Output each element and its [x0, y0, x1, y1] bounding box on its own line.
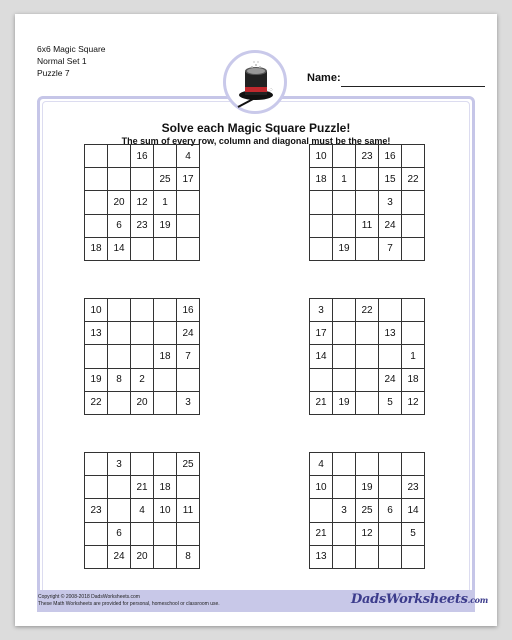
empty-cell[interactable] — [402, 545, 425, 568]
grid-row — [85, 522, 200, 545]
given-cell: 11 — [356, 214, 379, 237]
grid-row — [310, 476, 425, 499]
empty-cell[interactable] — [402, 322, 425, 345]
empty-cell[interactable] — [85, 214, 108, 237]
given-cell: 14 — [108, 237, 131, 260]
given-cell: 17 — [177, 168, 200, 191]
empty-cell[interactable] — [333, 545, 356, 568]
given-cell: 23 — [356, 145, 379, 168]
grid-row — [310, 145, 425, 168]
given-cell: 18 — [402, 368, 425, 391]
grid-row — [310, 191, 425, 214]
empty-cell[interactable] — [108, 299, 131, 322]
given-cell: 21 — [131, 476, 154, 499]
given-cell: 1 — [154, 191, 177, 214]
given-cell: 5 — [379, 391, 402, 414]
site-logo — [351, 592, 488, 607]
given-cell: 19 — [85, 368, 108, 391]
empty-cell[interactable] — [154, 368, 177, 391]
name-label: Name: — [307, 72, 341, 84]
usage-line: These Math Worksheets are provided for personal, homeschool or classroom use. — [38, 601, 220, 607]
grid-row — [310, 299, 425, 322]
grid-row — [85, 322, 200, 345]
given-cell: 3 — [379, 191, 402, 214]
given-cell: 23 — [85, 499, 108, 522]
given-cell: 21 — [310, 522, 333, 545]
worksheet-page — [15, 14, 497, 626]
logo-suffix: .com — [467, 595, 488, 605]
empty-cell[interactable] — [310, 214, 333, 237]
magic-top-hat-icon — [236, 59, 276, 109]
empty-cell[interactable] — [85, 522, 108, 545]
given-cell: 12 — [356, 522, 379, 545]
empty-cell[interactable] — [177, 368, 200, 391]
given-cell: 16 — [131, 145, 154, 168]
emblem — [223, 50, 287, 114]
empty-cell[interactable] — [108, 168, 131, 191]
grid-row — [85, 453, 200, 476]
empty-cell[interactable] — [154, 545, 177, 568]
empty-cell[interactable] — [177, 191, 200, 214]
given-cell: 24 — [177, 322, 200, 345]
given-cell: 20 — [131, 545, 154, 568]
grid-row — [85, 345, 200, 368]
given-cell: 7 — [177, 345, 200, 368]
given-cell: 3 — [310, 299, 333, 322]
given-cell: 20 — [108, 191, 131, 214]
empty-cell[interactable] — [131, 299, 154, 322]
given-cell: 19 — [333, 237, 356, 260]
empty-cell[interactable] — [402, 214, 425, 237]
empty-cell[interactable] — [108, 499, 131, 522]
given-cell: 1 — [333, 168, 356, 191]
grid-row — [310, 214, 425, 237]
empty-cell[interactable] — [131, 522, 154, 545]
empty-cell[interactable] — [356, 345, 379, 368]
given-cell: 1 — [402, 345, 425, 368]
grid-row — [310, 237, 425, 260]
given-cell: 8 — [177, 545, 200, 568]
empty-cell[interactable] — [154, 522, 177, 545]
grid-row — [85, 145, 200, 168]
grid-row — [310, 522, 425, 545]
empty-cell[interactable] — [131, 168, 154, 191]
given-cell: 3 — [177, 391, 200, 414]
empty-cell[interactable] — [85, 545, 108, 568]
empty-cell[interactable] — [131, 345, 154, 368]
given-cell: 19 — [333, 391, 356, 414]
grid-row — [85, 191, 200, 214]
empty-cell[interactable] — [85, 191, 108, 214]
given-cell: 14 — [402, 499, 425, 522]
grid-row — [85, 391, 200, 414]
grid-row — [85, 499, 200, 522]
instructions-subtitle: The sum of every row, column and diagonal must be the same! — [121, 136, 391, 146]
given-cell: 18 — [154, 476, 177, 499]
empty-cell[interactable] — [333, 214, 356, 237]
instructions-title: Solve each Magic Square Puzzle! — [161, 121, 351, 135]
empty-cell[interactable] — [356, 391, 379, 414]
grid-row — [310, 545, 425, 568]
empty-cell[interactable] — [402, 299, 425, 322]
empty-cell[interactable] — [177, 237, 200, 260]
given-cell: 19 — [154, 214, 177, 237]
empty-cell[interactable] — [356, 368, 379, 391]
empty-cell[interactable] — [85, 145, 108, 168]
empty-cell[interactable] — [154, 237, 177, 260]
given-cell: 24 — [379, 214, 402, 237]
grid-row — [85, 368, 200, 391]
given-cell: 4 — [131, 499, 154, 522]
empty-cell[interactable] — [356, 168, 379, 191]
empty-cell[interactable] — [402, 145, 425, 168]
empty-cell[interactable] — [402, 453, 425, 476]
given-cell: 23 — [131, 214, 154, 237]
logo-main: DadsWorksheets — [351, 592, 468, 607]
empty-cell[interactable] — [333, 322, 356, 345]
empty-cell[interactable] — [310, 499, 333, 522]
empty-cell[interactable] — [379, 299, 402, 322]
empty-cell[interactable] — [333, 345, 356, 368]
given-cell: 15 — [379, 168, 402, 191]
grid-row — [310, 453, 425, 476]
given-cell: 2 — [131, 368, 154, 391]
given-cell: 10 — [310, 145, 333, 168]
empty-cell[interactable] — [379, 522, 402, 545]
empty-cell[interactable] — [333, 368, 356, 391]
given-cell: 7 — [379, 237, 402, 260]
empty-cell[interactable] — [85, 168, 108, 191]
empty-cell[interactable] — [333, 476, 356, 499]
given-cell: 4 — [177, 145, 200, 168]
empty-cell[interactable] — [177, 476, 200, 499]
empty-cell[interactable] — [154, 453, 177, 476]
empty-cell[interactable] — [131, 237, 154, 260]
given-cell: 6 — [108, 522, 131, 545]
empty-cell[interactable] — [85, 345, 108, 368]
empty-cell[interactable] — [402, 191, 425, 214]
empty-cell[interactable] — [379, 545, 402, 568]
given-cell: 19 — [356, 476, 379, 499]
grid-row — [310, 391, 425, 414]
empty-cell[interactable] — [379, 476, 402, 499]
given-cell: 4 — [310, 453, 333, 476]
worksheet-type: 6x6 Magic Square — [37, 44, 106, 54]
empty-cell[interactable] — [131, 322, 154, 345]
given-cell: 6 — [108, 214, 131, 237]
empty-cell[interactable] — [356, 237, 379, 260]
given-cell: 8 — [108, 368, 131, 391]
empty-cell[interactable] — [333, 299, 356, 322]
given-cell: 10 — [310, 476, 333, 499]
grid-row — [85, 237, 200, 260]
empty-cell[interactable] — [108, 322, 131, 345]
magic-square-2 — [309, 144, 425, 261]
given-cell: 6 — [379, 499, 402, 522]
empty-cell[interactable] — [402, 237, 425, 260]
empty-cell[interactable] — [356, 191, 379, 214]
empty-cell[interactable] — [154, 322, 177, 345]
empty-cell[interactable] — [356, 453, 379, 476]
empty-cell[interactable] — [356, 322, 379, 345]
worksheet-puzzle-number: Puzzle 7 — [37, 68, 70, 78]
given-cell: 12 — [402, 391, 425, 414]
given-cell: 14 — [310, 345, 333, 368]
empty-cell[interactable] — [85, 476, 108, 499]
empty-cell[interactable] — [108, 476, 131, 499]
empty-cell[interactable] — [310, 237, 333, 260]
empty-cell[interactable] — [131, 453, 154, 476]
grid-row — [310, 368, 425, 391]
empty-cell[interactable] — [177, 522, 200, 545]
given-cell: 13 — [85, 322, 108, 345]
empty-cell[interactable] — [379, 345, 402, 368]
worksheet-meta — [37, 43, 106, 79]
given-cell: 25 — [154, 168, 177, 191]
empty-cell[interactable] — [154, 299, 177, 322]
magic-square-1 — [84, 144, 200, 261]
grid-row — [310, 322, 425, 345]
given-cell: 13 — [379, 322, 402, 345]
given-cell: 22 — [356, 299, 379, 322]
given-cell: 25 — [177, 453, 200, 476]
empty-cell[interactable] — [356, 545, 379, 568]
empty-cell[interactable] — [310, 191, 333, 214]
given-cell: 22 — [85, 391, 108, 414]
magic-square-5 — [84, 452, 200, 569]
given-cell: 16 — [177, 299, 200, 322]
grid-row — [85, 476, 200, 499]
given-cell: 22 — [402, 168, 425, 191]
empty-cell[interactable] — [333, 453, 356, 476]
grid-row — [85, 214, 200, 237]
given-cell: 13 — [310, 545, 333, 568]
given-cell: 18 — [310, 168, 333, 191]
worksheet-set: Normal Set 1 — [37, 56, 87, 66]
copyright-notice — [38, 594, 220, 608]
empty-cell[interactable] — [177, 214, 200, 237]
grid-row — [310, 499, 425, 522]
given-cell: 20 — [131, 391, 154, 414]
given-cell: 3 — [333, 499, 356, 522]
empty-cell[interactable] — [333, 145, 356, 168]
empty-cell[interactable] — [108, 145, 131, 168]
empty-cell[interactable] — [108, 391, 131, 414]
given-cell: 16 — [379, 145, 402, 168]
given-cell: 25 — [356, 499, 379, 522]
given-cell: 11 — [177, 499, 200, 522]
magic-square-3 — [84, 298, 200, 415]
copyright-line: Copyright © 2008-2018 DadsWorksheets.com — [38, 594, 140, 600]
name-field[interactable] — [341, 86, 485, 87]
given-cell: 23 — [402, 476, 425, 499]
empty-cell[interactable] — [154, 391, 177, 414]
empty-cell[interactable] — [154, 145, 177, 168]
magic-square-6 — [309, 452, 425, 569]
empty-cell[interactable] — [85, 453, 108, 476]
empty-cell[interactable] — [379, 453, 402, 476]
empty-cell[interactable] — [333, 191, 356, 214]
grid-row — [85, 545, 200, 568]
given-cell: 10 — [154, 499, 177, 522]
given-cell: 18 — [154, 345, 177, 368]
grid-row — [310, 168, 425, 191]
empty-cell[interactable] — [333, 522, 356, 545]
given-cell: 24 — [379, 368, 402, 391]
given-cell: 12 — [131, 191, 154, 214]
given-cell: 24 — [108, 545, 131, 568]
magic-square-4 — [309, 298, 425, 415]
given-cell: 18 — [85, 237, 108, 260]
given-cell: 17 — [310, 322, 333, 345]
empty-cell[interactable] — [310, 368, 333, 391]
given-cell: 10 — [85, 299, 108, 322]
given-cell: 3 — [108, 453, 131, 476]
given-cell: 5 — [402, 522, 425, 545]
grid-row — [310, 345, 425, 368]
grid-row — [85, 299, 200, 322]
grid-row — [85, 168, 200, 191]
empty-cell[interactable] — [108, 345, 131, 368]
given-cell: 21 — [310, 391, 333, 414]
